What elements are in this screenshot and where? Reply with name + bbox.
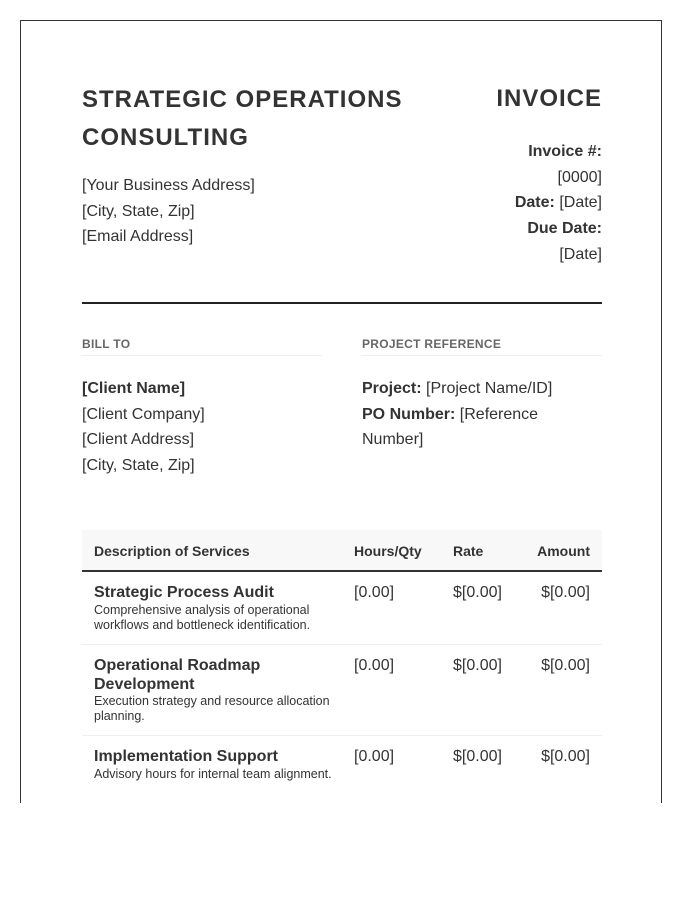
project-value: [Project Name/ID] [426, 380, 553, 397]
business-city-state-zip: [City, State, Zip] [82, 202, 195, 220]
header-description: Description of Services [94, 543, 250, 559]
po-number-value: [Reference Number] [362, 405, 539, 449]
service-description: Execution strategy and resource allocation planning. [94, 694, 330, 723]
invoice-date-value: [Date] [559, 194, 602, 212]
table-row [82, 645, 602, 736]
due-date-label: Due Date: [527, 220, 602, 238]
po-number-label: PO Number: [362, 405, 456, 423]
service-qty: [0.00] [354, 748, 395, 765]
service-title: Operational Roadmap Development [94, 657, 261, 693]
invoice-number-value: [0000] [557, 168, 602, 186]
service-description: Comprehensive analysis of operational workflows and bottleneck identification. [94, 602, 311, 632]
service-title: Strategic Process Audit [94, 584, 274, 601]
company-name-line: CONSULTING [82, 124, 249, 151]
bill-to-section [82, 337, 322, 479]
invoice-meta [472, 139, 602, 268]
project-label: Project: [362, 380, 422, 397]
header-rate: Rate [453, 543, 484, 559]
invoice-date-label: Date: [514, 194, 555, 212]
service-title: Implementation Support [94, 748, 278, 765]
business-address: [Your Business Address] [82, 177, 255, 194]
service-description: Advisory hours for internal team alignment. [94, 766, 332, 781]
business-email: [Email Address] [82, 228, 194, 246]
client-company: [Client Company] [82, 405, 205, 423]
client-city-state-zip: [City, State, Zip] [82, 457, 195, 475]
table-row [82, 736, 602, 803]
company-address [82, 173, 382, 250]
due-date-value: [Date] [559, 245, 602, 263]
header-hours-qty: Hours/Qty [354, 543, 422, 559]
services-table [82, 530, 602, 803]
service-qty: [0.00] [354, 584, 395, 601]
header-divider [82, 302, 602, 304]
table-row [82, 572, 602, 645]
table-header-row [82, 530, 602, 572]
service-amount: $[0.00] [541, 748, 590, 765]
invoice-page [20, 20, 662, 803]
service-amount: $[0.00] [541, 657, 590, 674]
company-name-line: STRATEGIC OPERATIONS [82, 86, 403, 113]
company-name [82, 81, 442, 157]
invoice-number-label: Invoice #: [528, 143, 602, 160]
service-rate: $[0.00] [453, 657, 502, 674]
service-rate: $[0.00] [453, 748, 502, 765]
service-qty: [0.00] [354, 657, 395, 674]
header-amount: Amount [537, 543, 590, 559]
client-name: [Client Name] [82, 380, 186, 397]
invoice-title: INVOICE [496, 85, 602, 112]
project-reference-section [362, 337, 602, 453]
client-address: [Client Address] [82, 431, 195, 449]
service-amount: $[0.00] [541, 584, 590, 601]
project-reference-label: PROJECT REFERENCE [362, 337, 602, 356]
bill-to-label: BILL TO [82, 337, 322, 356]
service-rate: $[0.00] [453, 584, 502, 601]
